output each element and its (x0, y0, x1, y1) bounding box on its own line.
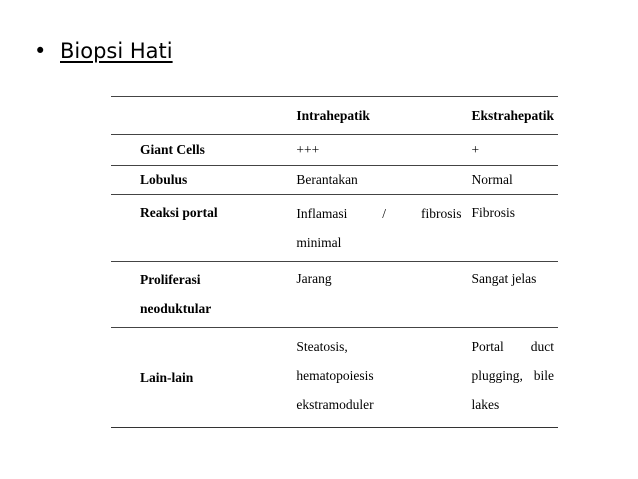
intra-value-line: Inflamasi / fibrosis (296, 206, 462, 221)
ekstra-value: Sangat jelas (471, 271, 537, 286)
row-label: Lain-lain (140, 369, 194, 385)
row-label: Lobulus (140, 172, 188, 187)
table-row (111, 166, 558, 195)
slide-heading (34, 38, 173, 64)
intra-value: +++ (296, 142, 320, 157)
table-row (111, 262, 558, 328)
table-row (111, 195, 558, 262)
ekstra-value: Fibrosis (471, 205, 515, 220)
intra-value-line: ekstramoduler (296, 397, 374, 412)
header-cell-intrahepatik: Intrahepatik (296, 107, 370, 123)
header-cell-empty (111, 97, 296, 135)
intra-value-line: hematopoiesis (296, 368, 374, 383)
ekstra-value-line: lakes (471, 397, 500, 412)
intra-value: Berantakan (296, 172, 358, 187)
ekstra-value: + (471, 142, 480, 157)
row-label-line: Proliferasi (140, 272, 201, 287)
slide-title: Biopsi Hati (60, 39, 173, 63)
intra-value: Jarang (296, 271, 332, 286)
bullet-icon: • (34, 39, 47, 63)
intra-value-line: Steatosis, (296, 339, 348, 354)
row-label-line: neoduktular (140, 301, 212, 316)
ekstra-value: Normal (471, 172, 513, 187)
ekstra-value-line: Portal duct (471, 339, 554, 354)
comparison-table (111, 96, 558, 428)
row-label: Reaksi portal (140, 205, 218, 220)
table-row (111, 135, 558, 166)
table-row (111, 328, 558, 428)
ekstra-value-line: plugging, bile (471, 368, 554, 383)
header-cell-ekstrahepatik: Ekstrahepatik (471, 107, 554, 123)
table-header-row (111, 97, 558, 135)
intra-value-line: minimal (296, 235, 342, 250)
row-label: Giant Cells (140, 142, 205, 157)
